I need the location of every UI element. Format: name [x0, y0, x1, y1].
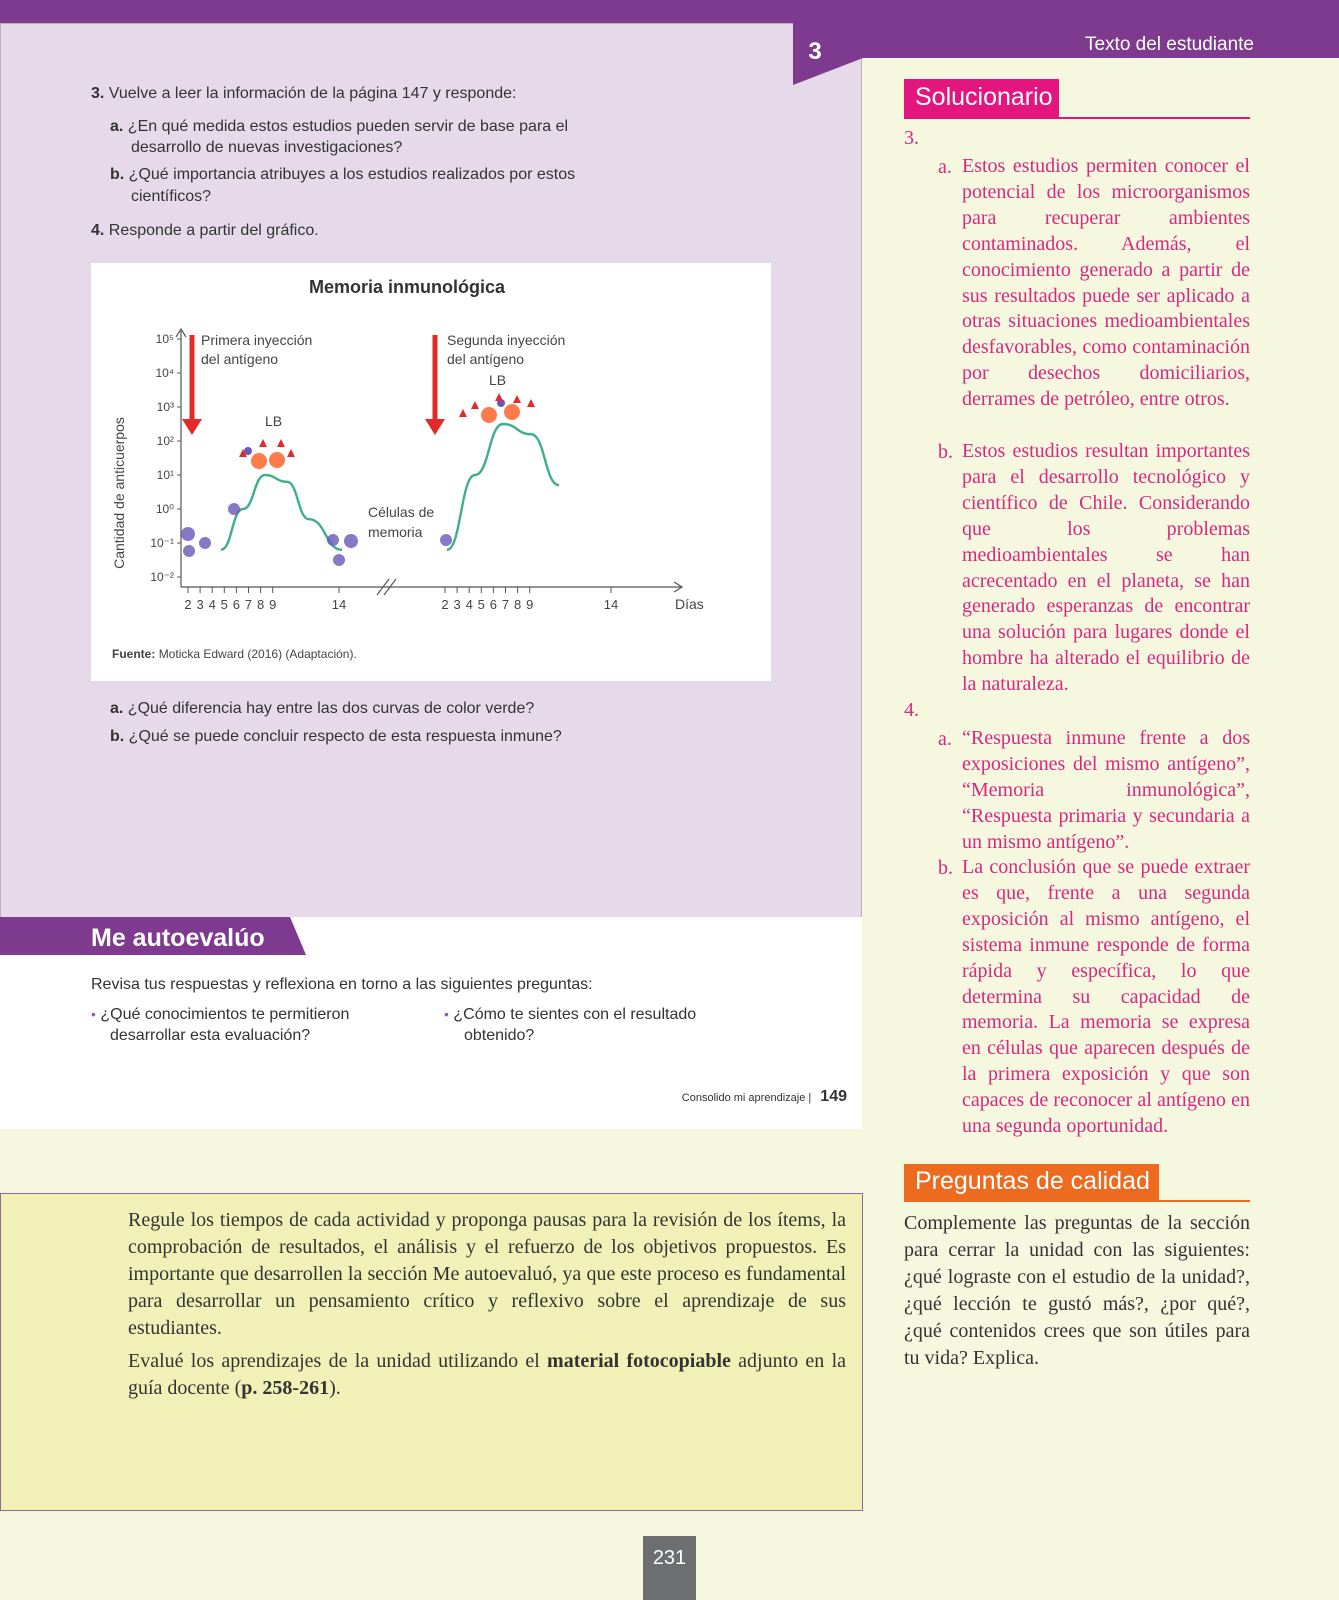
x-tick-label: 8 [256, 597, 265, 612]
x-tick-label: 4 [465, 597, 473, 612]
header-band-left [0, 0, 793, 23]
source-text: Moticka Edward (2016) (Adaptación). [158, 647, 357, 661]
lb-label-second: LB [489, 372, 507, 388]
item-letter: a. [110, 700, 124, 717]
sol-3b-text: Estos estudios resultan importantes para el desarrollo tecnológico y científico de Chile. Considerando que los problemas medioambientales se han acrecentado en el planeta, se han generado esperanzas de encontrar una solución para lugares donde el hombre ha alterado el equilibrio de la naturaleza. [962, 440, 1250, 696]
x-tick-label: 5 [220, 597, 228, 612]
item-letter: b. [110, 166, 125, 183]
footer-divider: | [808, 1092, 815, 1104]
question-text: Responde a partir del gráfico. [108, 222, 319, 239]
bullet-text-line: ¿Cómo te sientes con el resultado [453, 1006, 697, 1023]
note-text-part: Evalué los aprendizajes de la unidad utilizando el [128, 1350, 548, 1372]
item-text-line: desarrollo de nuevas investigaciones? [131, 139, 403, 156]
note-bold-part: material fotocopiable [547, 1350, 731, 1372]
x-tick-label: 2 [441, 597, 449, 612]
x-tick-label: 7 [244, 597, 253, 612]
y-tick-label: 10¹ [156, 468, 174, 482]
y-ticks [150, 332, 181, 584]
sol-letter: b. [938, 441, 953, 463]
x-tick-label: 6 [489, 597, 498, 612]
header-label: Texto del estudiante [1084, 34, 1254, 55]
sol-letter: a. [938, 728, 952, 750]
chart-svg [91, 263, 771, 681]
x-tick-label: 6 [232, 597, 241, 612]
sol-number-3: 3. [904, 127, 919, 149]
item-text-line: científicos? [131, 188, 212, 205]
x-tick-label: 14 [331, 597, 347, 612]
x-axis-label: Días [675, 596, 704, 612]
x-tick-label: 7 [501, 597, 510, 612]
second-injection-arrow [425, 335, 445, 435]
item-text: ¿Qué diferencia hay entre las dos curvas de color verde? [127, 700, 535, 717]
note-text-part: ). [329, 1377, 341, 1399]
question-number: 3. [91, 85, 105, 102]
footer-label: Consolido mi aprendizaje [681, 1092, 806, 1104]
y-tick-label: 10³ [156, 400, 174, 414]
primary-response-curve [221, 475, 342, 550]
x-tick-label: 3 [196, 597, 204, 612]
bullet-text-line: obtenido? [464, 1027, 535, 1044]
first-injection-arrow [182, 335, 202, 435]
sol-3a-text: Estos estudios permiten conocer el potencial de los microorganismos para recuperar ambientes contaminados. Además, el conocimiento generado a partir de sus resultados puede ser aplicado a otras situaciones medioambientales desfavorables, como contaminación por desechos domiciliarios, derrames de petróleo, entre otros. [962, 155, 1250, 411]
y-tick-label: 10⁴ [155, 366, 174, 380]
bullet-text-line: ¿Qué conocimientos te permitieron [100, 1006, 350, 1023]
y-axis-label: Cantidad de anticuerpos [111, 417, 127, 569]
y-tick-label: 10⁻¹ [150, 536, 174, 550]
note-bold-part: p. 258-261 [241, 1377, 330, 1399]
bullet-dot: • [91, 1006, 96, 1022]
sol-4a-text: “Respuesta inmune frente a dos exposiciones del mismo antígeno”, “Memoria inmunológica”, “Respuesta primaria y secundaria a un mismo antígeno”. [962, 727, 1250, 853]
item-letter: b. [110, 728, 125, 745]
preguntas-text: Complemente las preguntas de la sección para cerrar la unidad con las siguientes: ¿qué lograste con el estudio de la unidad?, ¿qué lección te gustó más?, ¿por qué?, ¿qué contenidos crees que son útiles para tu vida? Explica. [904, 1212, 1250, 1369]
unit-tab-number: 3 [808, 38, 822, 65]
item-text-line: ¿Qué importancia atribuyes a los estudios realizados por estos [128, 166, 576, 183]
memory-cells-label: memoria [368, 524, 423, 540]
x-tick-label: 9 [269, 597, 277, 612]
page-number: 231 [652, 1547, 687, 1569]
note-text-part: adjunto en la guía docente ( [128, 1350, 846, 1399]
question-4 [91, 220, 319, 241]
x-tick-label: 3 [453, 597, 461, 612]
chart-title: Memoria inmunológica [308, 277, 506, 297]
bullet-text-line: desarrollar esta evaluación? [110, 1027, 311, 1044]
x-tick-label: 5 [477, 597, 485, 612]
autoeval-bullet-2 [444, 1004, 696, 1025]
memory-cells-label: Células de [368, 504, 435, 520]
x-tick-label: 2 [184, 597, 192, 612]
autoeval-bullet-1 [91, 1004, 349, 1025]
item-text-line: ¿En qué medida estos estudios pueden servir de base para el [127, 118, 569, 135]
question-text: Vuelve a leer la información de la página 147 y responde: [108, 85, 517, 102]
x-tick-label: 9 [526, 597, 534, 612]
source-label: Fuente: [112, 647, 156, 661]
sol-letter: b. [938, 857, 953, 879]
sol-4b-text: La conclusión que se puede extraer es que, frente a una segunda exposición al mismo antígeno, el sistema inmune responde de forma rápida y específica, lo que determina su capacidad de memoria. La memoria se expresa en células que aparecen después de la primera exposición y que son capaces de reconocer al antígeno en una segunda oportunidad. [962, 856, 1250, 1138]
first-injection-label: Primera inyección [201, 332, 313, 348]
secondary-response-curve [447, 424, 559, 550]
bullet-dot: • [444, 1006, 449, 1022]
preguntas-rule [904, 1200, 1250, 1202]
y-tick-label: 10² [156, 434, 174, 448]
student-page-footer [682, 1088, 847, 1106]
chart-panel [91, 263, 771, 681]
second-injection-label: del antígeno [447, 351, 525, 367]
y-tick-label: 10⁻² [150, 570, 174, 584]
y-tick-label: 10⁵ [155, 332, 174, 346]
question-number: 4. [91, 222, 105, 239]
autoeval-intro: Revisa tus respuestas y reflexiona en torno a las siguientes preguntas: [91, 976, 593, 993]
x-tick-label: 8 [513, 597, 522, 612]
question-3 [91, 83, 516, 104]
autoeval-title: Me autoevalúo [91, 924, 265, 952]
footer-page-number: 149 [820, 1088, 847, 1105]
x-tick-label: 14 [603, 597, 619, 612]
sol-letter: a. [938, 156, 952, 178]
x-ticks [184, 587, 618, 612]
first-injection-label: del antígeno [201, 351, 279, 367]
item-text: ¿Qué se puede concluir respecto de esta respuesta inmune? [128, 728, 562, 745]
preguntas-title: Preguntas de calidad [915, 1167, 1150, 1195]
question-4a [110, 698, 534, 719]
question-3a [110, 116, 568, 137]
second-injection-label: Segunda inyección [447, 332, 566, 348]
teacher-note-p2 [128, 1348, 846, 1402]
question-3b [110, 164, 575, 185]
item-letter: a. [110, 118, 124, 135]
teacher-note-p1: Regule los tiempos de cada actividad y proponga pausas para la revisión de los ítems, la comprobación de resultados, el análisis y el refuerzo de los objetivos propuestos. Es importante que desarrollen la sección Me autoevaluó, ya que este proceso es fundamental para desarrollar un pensamiento crítico y reflexivo sobre el aprendizaje de sus estudiantes. [128, 1209, 846, 1339]
sol-number-4: 4. [904, 699, 919, 721]
question-4b [110, 726, 562, 747]
y-tick-label: 10⁰ [155, 502, 174, 516]
x-tick-label: 4 [208, 597, 216, 612]
solucionario-title: Solucionario [915, 83, 1053, 111]
chart-source [112, 647, 357, 661]
solucionario-rule [904, 117, 1250, 119]
lb-label-first: LB [265, 413, 283, 429]
